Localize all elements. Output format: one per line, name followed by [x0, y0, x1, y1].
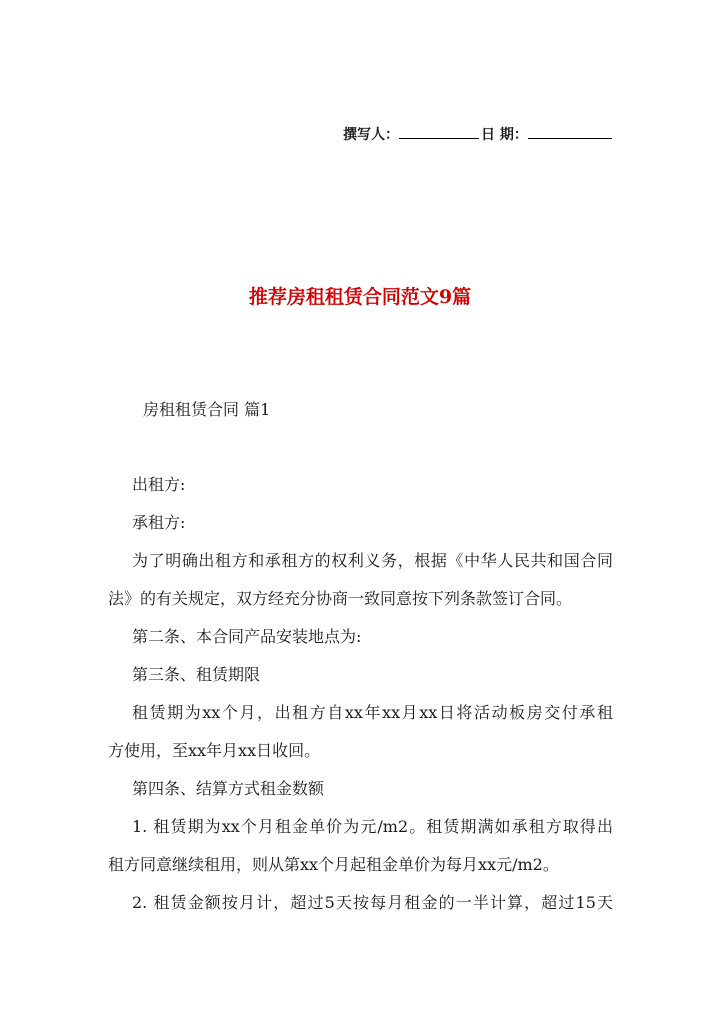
paragraph — [108, 808, 613, 884]
date-blank-field[interactable] — [528, 124, 612, 139]
paragraph-line: 2. 租赁金额按月计，超过5天按每月租金的一半计算，超过15天 — [132, 893, 613, 912]
paragraph — [108, 694, 613, 770]
paragraph — [108, 618, 613, 656]
author-date-header — [343, 124, 612, 144]
paragraph-line: 第四条、结算方式租金数额 — [132, 779, 325, 798]
section-heading: 房租租赁合同 篇1 — [143, 400, 271, 419]
paragraph-line: 第二条、本合同产品安装地点为: — [132, 627, 362, 646]
paragraph-line: 法》的有关规定，双方经充分协商一致同意按下列条款签订合同。 — [108, 589, 573, 608]
document-title: 推荐房租租赁合同范文9篇 — [248, 286, 472, 308]
date-label: 日 期： — [481, 127, 528, 143]
paragraph-line: 第三条、租赁期限 — [132, 665, 261, 684]
paragraph-line: 方使用，至xx年月xx日收回。 — [108, 741, 321, 760]
author-label: 撰写人： — [343, 127, 399, 143]
paragraph — [108, 466, 613, 504]
paragraph-line: 租方同意继续租用，则从第xx个月起租金单价为每月xx元/m2。 — [108, 855, 559, 874]
paragraph-line: 出租方: — [132, 475, 186, 494]
paragraph — [108, 770, 613, 808]
paragraph-line: 1. 租赁期为xx个月租金单价为元/m2。租赁期满如承租方取得出 — [132, 817, 613, 836]
paragraph-line: 承租方: — [132, 513, 186, 532]
paragraph — [108, 656, 613, 694]
paragraph-line: 为了明确出租方和承租方的权利义务，根据《中华人民共和国合同 — [132, 551, 613, 570]
author-blank-field[interactable] — [399, 124, 479, 139]
paragraph — [108, 504, 613, 542]
paragraph — [108, 542, 613, 618]
paragraph-line: 租赁期为xx个月，出租方自xx年xx月xx日将活动板房交付承租 — [132, 703, 613, 722]
paragraph — [108, 884, 613, 922]
